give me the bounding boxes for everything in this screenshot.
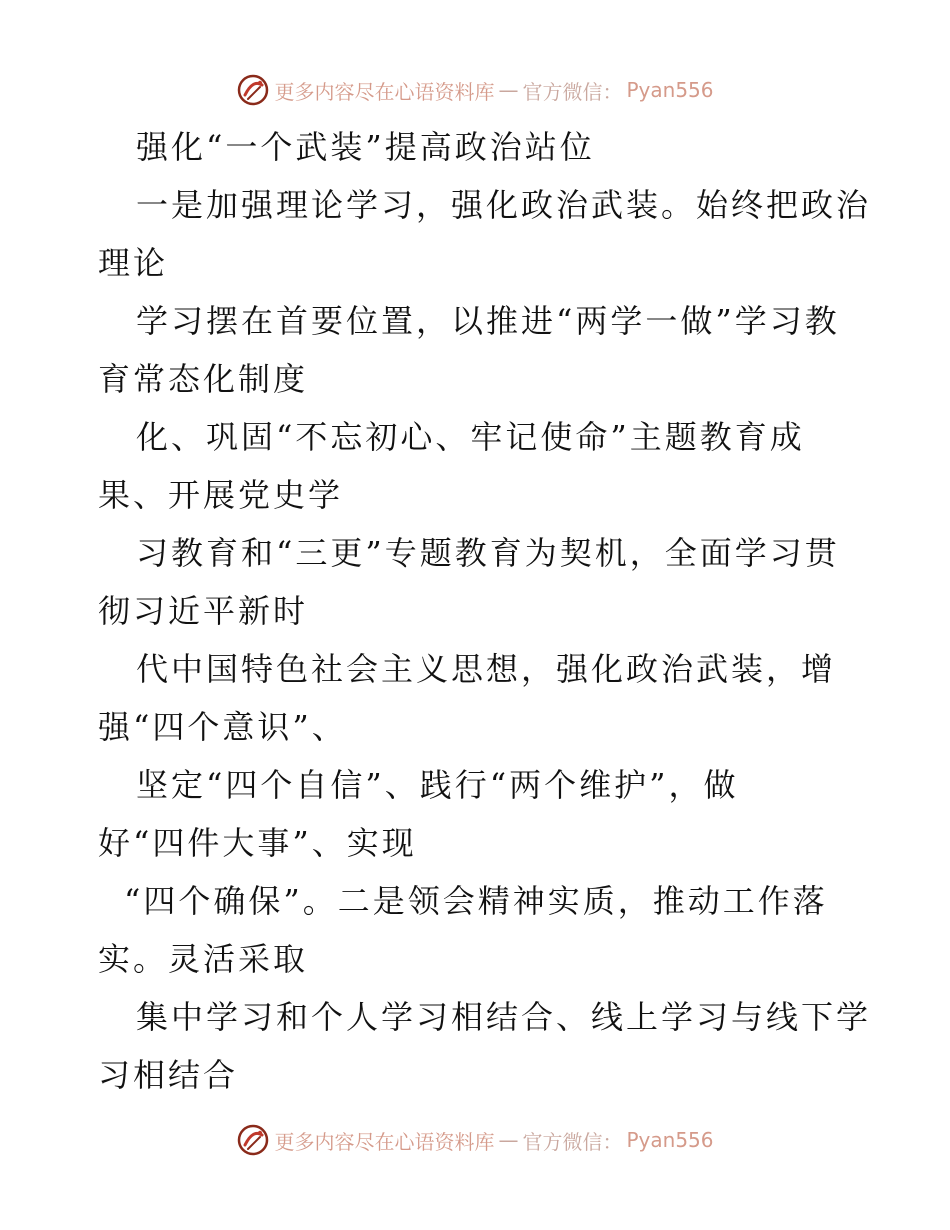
doc-line: 集中学习和个人学习相结合、线上学习与线下学	[136, 998, 872, 1036]
seal-logo-icon	[236, 1123, 270, 1157]
doc-line: 代中国特色社会主义思想，强化政治武装，增	[136, 650, 837, 688]
footer-watermark	[0, 1120, 950, 1160]
doc-line: 学习摆在首要位置，以推进“两学一做”学习教	[136, 302, 840, 340]
doc-line: 果、开展党史学	[98, 476, 344, 514]
header-watermark	[0, 70, 950, 110]
doc-line: 好“四件大事”、实现	[98, 824, 417, 862]
doc-line: 育常态化制度	[98, 360, 309, 398]
doc-line: 习教育和“三更”专题教育为契机，全面学习贯	[136, 534, 840, 572]
doc-line: 一是加强理论学习，强化政治武装。始终把政治	[136, 186, 872, 224]
doc-line: 坚定“四个自信”、践行“两个维护”，做	[136, 766, 739, 804]
watermark-group	[236, 1123, 713, 1157]
doc-line: 化、巩固“不忘初心、牢记使命”主题教育成	[136, 418, 805, 456]
watermark-text: 更多内容尽在心语资料库	[274, 1129, 495, 1154]
watermark-dash: —	[498, 1128, 519, 1152]
doc-line: “四个确保”。二是领会精神实质，推动工作落	[124, 882, 828, 920]
watermark-wechat-label: 官方微信：	[522, 79, 623, 104]
seal-logo-icon	[236, 73, 270, 107]
doc-line: 理论	[98, 244, 169, 282]
doc-line: 习相结合	[98, 1056, 239, 1094]
doc-line: 实。灵活采取	[98, 940, 309, 978]
watermark-wechat-id: Pyan556	[626, 1128, 714, 1152]
doc-line: 强“四个意识”、	[98, 708, 347, 746]
doc-heading: 强化“一个武装”提高政治站位	[136, 128, 595, 166]
watermark-group	[236, 73, 713, 107]
document-body	[98, 118, 872, 1104]
watermark-dash: —	[498, 78, 519, 102]
watermark-wechat-label: 官方微信：	[522, 1129, 623, 1154]
doc-line: 彻习近平新时	[98, 592, 309, 630]
watermark-text: 更多内容尽在心语资料库	[274, 79, 495, 104]
watermark-wechat-id: Pyan556	[626, 78, 714, 102]
